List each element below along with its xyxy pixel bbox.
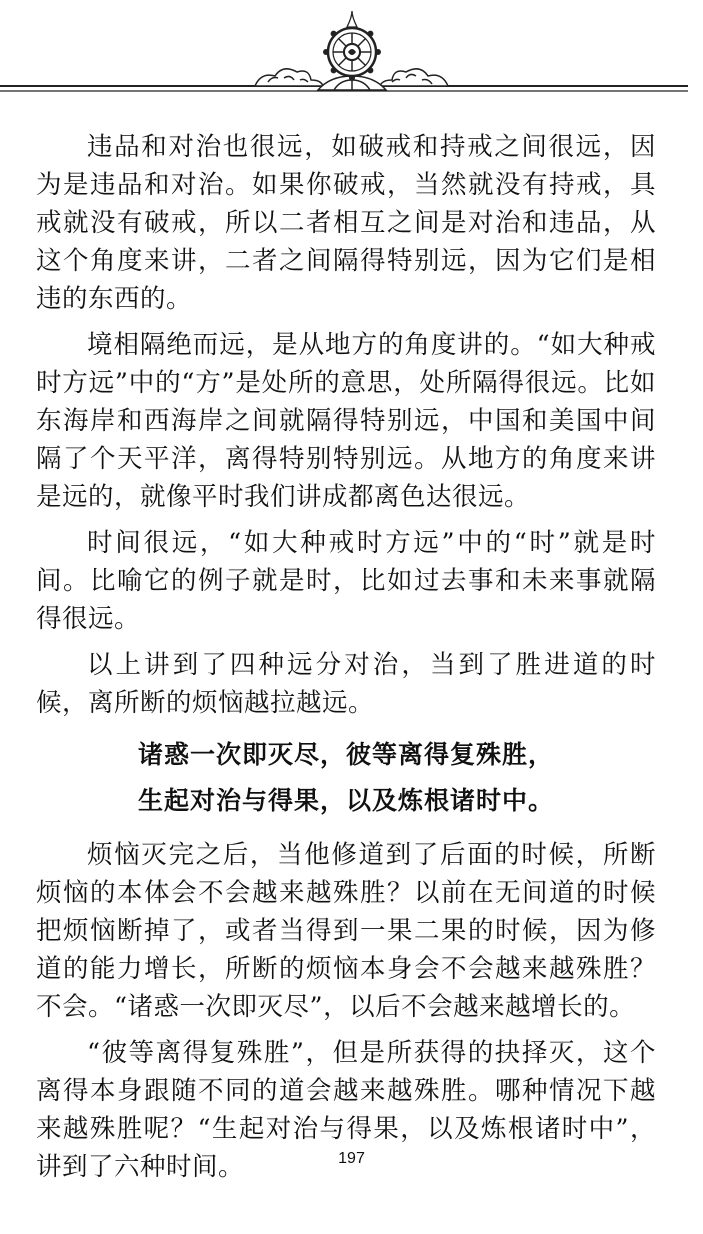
paragraph: 境相隔绝而远，是从地方的角度讲的。“如大种戒时方远”中的“方”是处所的意思，处所隔得很远。比如东海岸和西海岸之间就隔得特别远，中国和美国中间隔了个天平洋，离得特别特别远。从地方的角度来讲是远的，就像平时我们讲成都离色达很远。 — [36, 330, 656, 512]
page-header-ornament — [0, 0, 703, 110]
paragraph: 时间很远，“如大种戒时方远”中的“时”就是时间。比喻它的例子就是时，比如过去事和未来事就隔得很远。 — [36, 528, 656, 634]
verse-line: 诸惑一次即灭尽，彼等离得复殊胜， — [137, 740, 554, 769]
paragraph: 烦恼灭完之后，当他修道到了后面的时候，所断烦恼的本体会不会越来越殊胜？以前在无间道的时候把烦恼断掉了，或者当得到一果二果的时候，因为修道的能力增长，所断的烦恼本身会不会越来越殊胜？不会。“诸惑一次即灭尽”，以后不会越来越增长的。 — [36, 840, 656, 1022]
paragraph: “彼等离得复殊胜”，但是所获得的抉择灭，这个离得本身跟随不同的道会越来越殊胜。哪种情况下越来越殊胜呢？“生起对治与得果，以及炼根诸时中”，讲到了六种时间。 — [36, 1038, 656, 1182]
page-body — [36, 128, 656, 1186]
verse-line: 生起对治与得果，以及炼根诸时中。 — [137, 786, 554, 815]
verse-block — [36, 732, 656, 824]
paragraph: 违品和对治也很远，如破戒和持戒之间很远，因为是违品和对治。如果你破戒，当然就没有持戒，具戒就没有破戒，所以二者相互之间是对治和违品，从这个角度来讲，二者之间隔得特别远，因为它们是相违的东西的。 — [36, 132, 656, 314]
dharma-wheel-header-icon — [0, 0, 703, 110]
paragraph: 以上讲到了四种远分对治，当到了胜进道的时候，离所断的烦恼越拉越远。 — [36, 650, 656, 718]
page-number: 197 — [338, 1150, 365, 1167]
